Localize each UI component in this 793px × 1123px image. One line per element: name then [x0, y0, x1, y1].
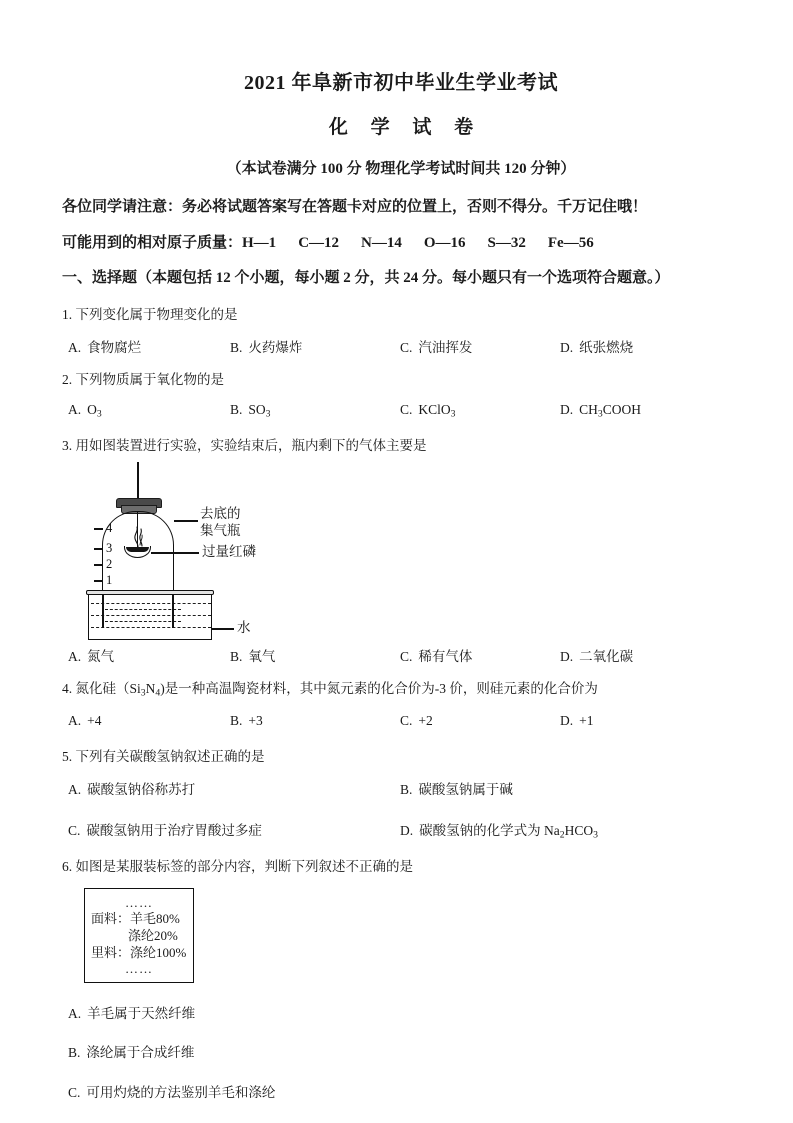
tick-2 [94, 564, 103, 565]
atomic-mass-line [62, 232, 740, 255]
label-top-dots: …… [125, 894, 153, 910]
question-2 [62, 369, 740, 421]
leader-line-water [212, 628, 234, 629]
atomic-mass-item: N—14 [361, 234, 402, 251]
student-notice: 各位同学请注意：务必将试题答案写在答题卡对应的位置上，否则不得分。千万记住哦！ [62, 199, 648, 215]
figure-label-water: 水 [237, 620, 251, 636]
label-row-lining: 里料：涤纶100% [91, 945, 187, 961]
atomic-mass-item: O—16 [423, 234, 466, 251]
option-5-c[interactable]: C. 碳酸氢钠用于治疗胃酸过多症 [68, 823, 262, 839]
support-rod-icon [137, 462, 139, 500]
question-3-options [62, 645, 740, 664]
option-3-d[interactable]: D. 二氧化碳 [560, 649, 634, 665]
option-3-a[interactable]: A. 氮气 [68, 649, 115, 665]
option-6-c[interactable]: C. 可用灼烧的方法鉴别羊毛和涤纶 [68, 1084, 276, 1100]
question-5-stem: 5. 下列有关碳酸氢钠叙述正确的是 [62, 748, 265, 764]
water-trough-icon [88, 595, 212, 640]
option-1-a[interactable]: A. 食物腐烂 [68, 340, 142, 356]
graduation-scale [94, 522, 124, 592]
graduation-label-3: 3 [106, 541, 113, 556]
question-5-options [62, 778, 740, 841]
page-title: 2021 年阜新市初中毕业生学业考试 [244, 72, 558, 94]
page-content [62, 0, 740, 1123]
smoke-icon [129, 524, 149, 548]
option-2-c[interactable]: C. KClO$_3$ [400, 401, 456, 420]
atomic-mass-item: S—32 [487, 234, 526, 251]
option-4-c[interactable]: C. +2 [400, 712, 433, 728]
figure-label-phosphorus: 过量红磷 [202, 544, 256, 560]
bottle-wall-right [172, 595, 174, 628]
question-1 [62, 304, 740, 356]
question-6-stem: 6. 如图是某服装标签的部分内容，判断下列叙述不正确的是 [62, 859, 413, 875]
bottle-wall-left [102, 595, 104, 628]
red-phosphorus-icon [126, 547, 149, 552]
option-1-d[interactable]: D. 纸张燃烧 [560, 340, 634, 356]
label-row-face-2: 涤纶20% [128, 928, 178, 944]
option-5-d[interactable]: D. 碳酸氢钠的化学式为 $Na_2HCO_3$ [400, 823, 598, 841]
option-4-a[interactable]: A. +4 [68, 712, 102, 728]
question-6 [62, 856, 740, 1101]
tick-4 [94, 528, 103, 529]
leader-line-phosphorus [151, 552, 199, 553]
option-2-d[interactable]: D. $CH_3COOH$ [560, 401, 642, 420]
option-1-b[interactable]: B. 火药爆炸 [230, 340, 303, 356]
label-row-face: 面料：羊毛80% [91, 911, 180, 927]
graduation-label-4: 4 [106, 521, 113, 536]
atomic-mass-item: Fe—56 [547, 234, 594, 251]
subject-title: 化 学 试 卷 [328, 117, 483, 138]
option-4-d[interactable]: D. +1 [560, 712, 594, 728]
graduation-label-1: 1 [106, 573, 113, 588]
label-bottom-dots: …… [125, 960, 153, 976]
graduation-label-2: 2 [106, 557, 113, 572]
option-5-b[interactable]: B. 碳酸氢钠属于碱 [400, 782, 513, 798]
question-2-stem: 2. 下列物质属于氧化物的是 [62, 372, 224, 388]
question-5 [62, 746, 740, 839]
atomic-mass-item: H—1 [242, 234, 277, 251]
question-3-stem: 3. 用如图装置进行实验，实验结束后，瓶内剩下的气体主要是 [62, 437, 427, 453]
atomic-mass-values [242, 235, 594, 251]
question-4-options [62, 713, 740, 732]
question-6-options [62, 1005, 740, 1102]
atomic-mass-label: 可能用到的相对原子质量： [62, 234, 243, 251]
score-time-line: （本试卷满分 100 分 物理化学考试时间共 120 分钟） [226, 161, 576, 177]
figure-label-bottle: 去底的 集气瓶 [200, 506, 241, 538]
question-2-options [62, 402, 740, 421]
tick-1 [94, 580, 103, 581]
clothing-label-box [84, 888, 194, 983]
question-4 [62, 678, 740, 731]
question-4-stem: 4. 氮化硅$(Si_3N_4)$是一种高温陶瓷材料，其中氮元素的化合价为-3 价，则硅元素的化合价为 [62, 681, 598, 699]
question-1-options [62, 336, 740, 355]
leader-line-bottle [174, 520, 198, 521]
section-heading-choice: 一、选择题（本题包括 12 个小题，每小题 2 分，共 24 分。每小题只有一个选项符合题意。） [62, 270, 670, 286]
atomic-mass-item: C—12 [298, 234, 340, 251]
tick-3 [94, 548, 103, 549]
option-3-c[interactable]: C. 稀有气体 [400, 649, 473, 665]
option-6-b[interactable]: B. 涤纶属于合成纤维 [68, 1045, 195, 1061]
option-3-b[interactable]: B. 氧气 [230, 649, 276, 665]
question-1-stem: 1. 下列变化属于物理变化的是 [62, 306, 238, 322]
question-3 [62, 435, 740, 665]
option-5-a[interactable]: A. 碳酸氢钠俗称苏打 [68, 782, 196, 798]
gas-collection-apparatus-figure [78, 462, 338, 637]
option-4-b[interactable]: B. +3 [230, 712, 263, 728]
option-6-a[interactable]: A. 羊毛属于天然纤维 [68, 1005, 196, 1021]
option-2-b[interactable]: B. $SO_3$ [230, 401, 271, 420]
option-1-c[interactable]: C. 汽油挥发 [400, 340, 473, 356]
option-2-a[interactable]: A. $O_3$ [68, 401, 102, 420]
